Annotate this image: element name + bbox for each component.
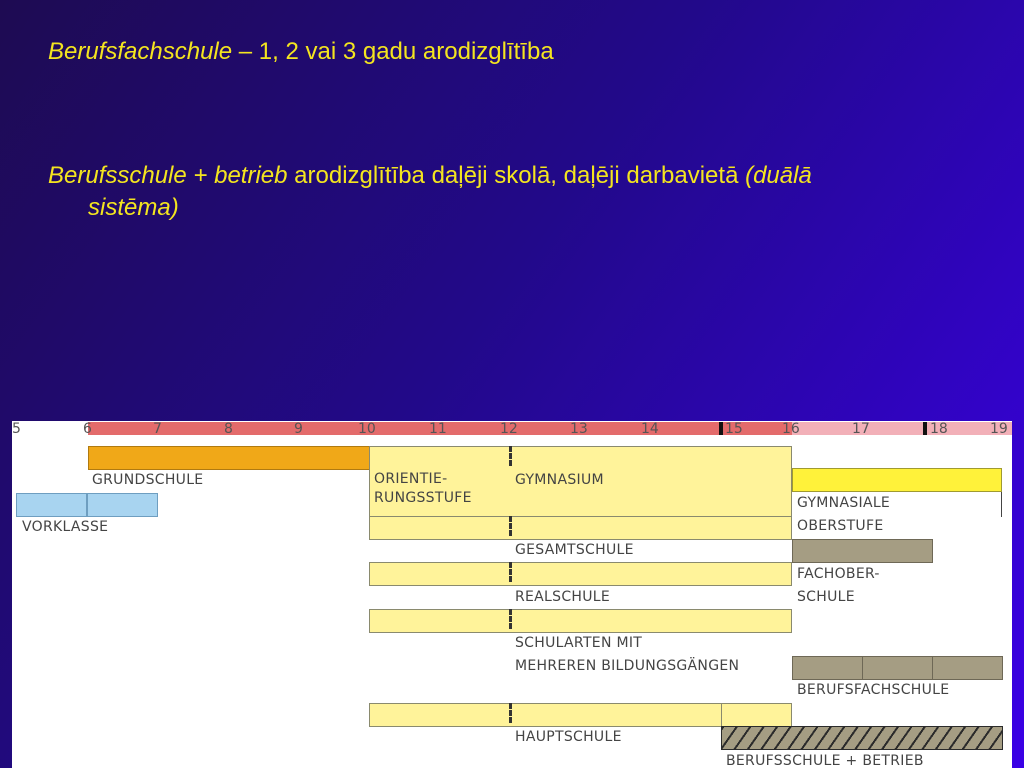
vorklasse-bar-2	[87, 493, 158, 517]
dashed-marker	[509, 516, 512, 536]
schularten-label-2: MEHREREN BILDUNGSGÄNGEN	[515, 658, 740, 674]
age-tick: 17	[852, 421, 870, 437]
bullet-italic-tail: (duālā	[745, 162, 812, 189]
age-tick: 6	[83, 421, 92, 437]
fachober-label-1: FACHOBER-	[797, 566, 880, 582]
divider	[1001, 492, 1002, 517]
berufsfachschule-bar-3	[932, 656, 1003, 680]
bullet-text: – 1, 2 vai 3 gadu arodizglītība	[232, 38, 554, 65]
bullet-berufsschule-betrieb	[48, 160, 968, 224]
age-tick: 12	[500, 421, 518, 437]
age-tick: 13	[570, 421, 588, 437]
gymnasiale-label-2: OBERSTUFE	[797, 518, 884, 534]
gymnasiale-label-1: GYMNASIALE	[797, 495, 891, 511]
grundschule-label: GRUNDSCHULE	[92, 472, 204, 488]
berufsfachschule-bar-1	[792, 656, 863, 680]
berufsschule-label: BERUFSSCHULE + BETRIEB	[726, 753, 924, 768]
gesamtschule-label: GESAMTSCHULE	[515, 542, 634, 558]
age-tick: 18	[930, 421, 948, 437]
grundschule-bar	[88, 446, 370, 470]
age-tick: 7	[153, 421, 162, 437]
schularten-label-1: SCHULARTEN MIT	[515, 635, 643, 651]
divider	[369, 446, 370, 517]
orientierung-label-2: RUNGSSTUFE	[374, 490, 472, 506]
realschule-bar	[369, 562, 792, 586]
realschule-label: REALSCHULE	[515, 589, 611, 605]
gymnasiale-oberstufe-bar	[792, 468, 1002, 492]
age-ruler-blank	[12, 422, 88, 435]
vorklasse-label: VORKLASSE	[22, 519, 109, 535]
dashed-marker	[509, 703, 512, 723]
dashed-marker	[509, 446, 512, 466]
fachoberschule-bar	[792, 539, 933, 563]
berufsschule-betrieb-bar	[721, 726, 1003, 750]
term-berufsschule-betrieb: Berufsschule + betrieb	[48, 162, 288, 189]
berufsfachschule-label: BERUFSFACHSCHULE	[797, 682, 950, 698]
fachober-label-2: SCHULE	[797, 589, 855, 605]
bullet-berufsfachschule	[48, 36, 988, 68]
berufsfachschule-bar-2	[862, 656, 933, 680]
orientierung-label-1: ORIENTIE-	[374, 471, 448, 487]
education-system-diagram	[12, 421, 1012, 768]
bullet-continuation: sistēma)	[88, 194, 179, 221]
age-tick: 9	[294, 421, 303, 437]
age-tick: 10	[358, 421, 376, 437]
term-berufsfachschule: Berufsfachschule	[48, 38, 233, 65]
bullet-text: arodizglītība daļēji skolā, daļēji darbavietā	[287, 162, 746, 189]
tick-marker	[719, 422, 723, 435]
schularten-bar	[369, 609, 792, 633]
gesamtschule-bar	[369, 516, 792, 540]
age-tick: 8	[224, 421, 233, 437]
gymnasium-label: GYMNASIUM	[515, 472, 604, 488]
age-tick: 16	[782, 421, 800, 437]
age-tick: 15	[725, 421, 743, 437]
tick-marker	[923, 422, 927, 435]
hauptschule-bar	[369, 703, 792, 727]
vorklasse-bar-1	[16, 493, 87, 517]
age-tick: 19	[990, 421, 1008, 437]
dashed-marker	[509, 609, 512, 629]
dashed-marker	[509, 562, 512, 582]
divider	[721, 703, 722, 727]
age-tick: 11	[429, 421, 447, 437]
hauptschule-label: HAUPTSCHULE	[515, 729, 622, 745]
age-ruler-upper	[792, 422, 1012, 435]
age-tick: 14	[641, 421, 659, 437]
age-tick: 5	[12, 421, 21, 437]
